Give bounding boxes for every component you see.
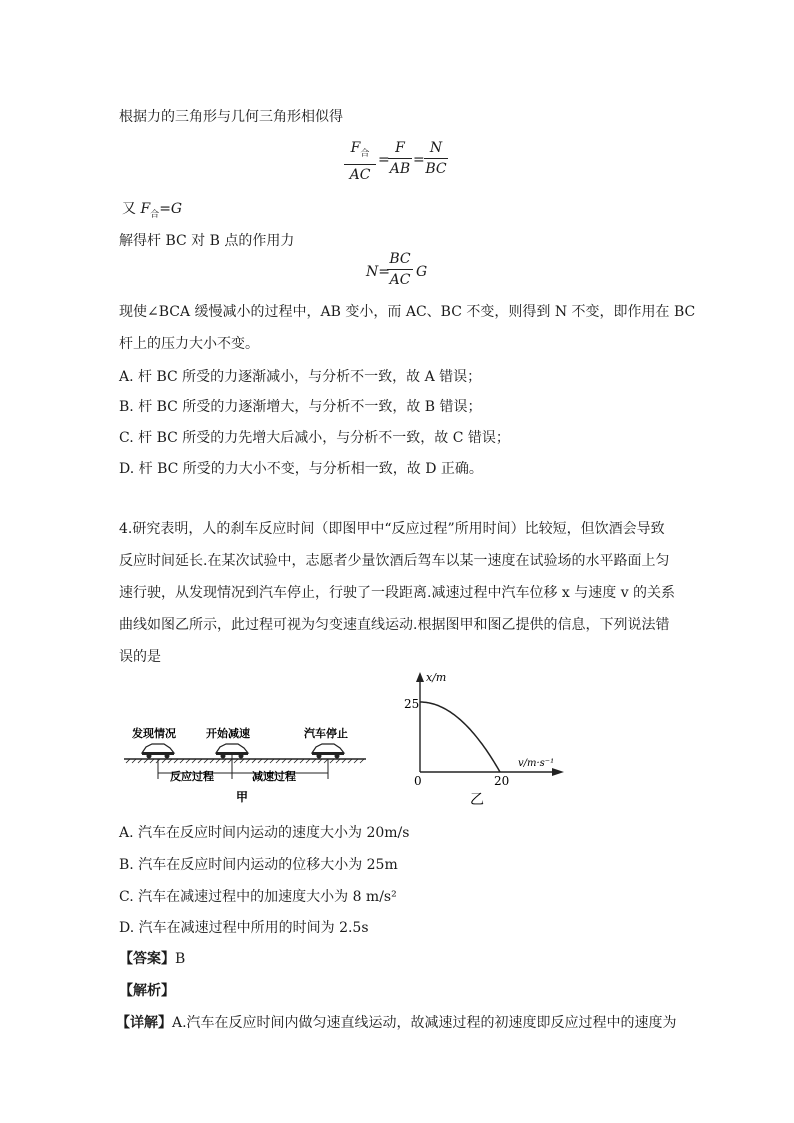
frac1-num-sub: 合 — [360, 149, 370, 159]
frac2-num: F — [395, 140, 405, 156]
label-found: 发现情况 — [132, 727, 176, 740]
frac1-num: F — [350, 140, 361, 156]
figure-yi — [400, 668, 570, 810]
y-tick-label: 25 — [404, 697, 420, 711]
y-axis-label: x/m — [426, 671, 447, 684]
also-sub: 合 — [150, 210, 160, 220]
label-decel: 减速过程 — [252, 770, 296, 783]
x-axis-arrow — [552, 768, 564, 776]
eq2-lhs: N= — [366, 264, 390, 280]
origin-label: 0 — [414, 774, 422, 788]
car-icon — [142, 744, 174, 759]
option-d: D. 汽车在减速过程中所用的时间为 2.5s — [119, 920, 369, 936]
prev-option-c: C. 杆 BC 所受的力先增大后减小，与分析不一致，故 C 错误； — [119, 430, 510, 446]
equals-sign-2: = — [413, 152, 425, 168]
label-react: 反应过程 — [170, 770, 214, 783]
para1-line2: 杆上的压力大小不变。 — [119, 336, 259, 352]
label-start: 开始减速 — [206, 727, 250, 740]
frac1-den: AC — [349, 167, 371, 183]
prev-option-d: D. 杆 BC 所受的力大小不变，与分析相一致，故 D 正确。 — [119, 461, 483, 477]
eq2-den: AC — [389, 272, 411, 288]
x-axis-label: v/m·s⁻¹ — [518, 758, 555, 769]
also-rest: =G — [159, 201, 183, 217]
x-tick-label: 20 — [494, 774, 510, 788]
solve-line: 解得杆 BC 对 B 点的作用力 — [119, 233, 295, 249]
also-line — [122, 198, 182, 220]
series-curve — [420, 702, 500, 772]
answer-line — [119, 948, 185, 968]
detail-text: A.汽车在反应时间内做匀速直线运动，故减速过程的初速度即反应过程中的速度为 — [172, 1015, 677, 1031]
answer-value: B — [175, 951, 186, 967]
also-prefix: 又 — [122, 201, 136, 217]
intro-text: 根据力的三角形与几何三角形相似得 — [119, 109, 343, 125]
q4-line-1: 4.研究表明，人的刹车反应时间（即图甲中“反应过程”所用时间）比较短，但饮酒会导致 — [119, 521, 665, 537]
analysis-label: 【解析】 — [119, 983, 175, 999]
caption-yi: 乙 — [470, 792, 484, 808]
caption-jia: 甲 — [236, 790, 249, 804]
frac3-den: BC — [425, 161, 447, 177]
prev-option-a: A. 杆 BC 所受的力逐渐减小，与分析不一致，故 A 错误； — [119, 369, 482, 385]
fraction-1 — [344, 139, 376, 184]
fraction-2 — [388, 139, 412, 178]
detail-label: 【详解】 — [116, 1015, 172, 1031]
equals-sign-1: = — [378, 152, 390, 168]
q4-line-3: 速行驶，从发现情况到汽车停止，行驶了一段距离.减速过程中汽车位移 x 与速度 v 的关系 — [119, 585, 676, 601]
option-a: A. 汽车在反应时间内运动的速度大小为 20m/s — [119, 825, 410, 841]
frac3-num: N — [429, 140, 443, 156]
q4-line-5: 误的是 — [119, 649, 161, 665]
eq2-num: BC — [389, 251, 411, 267]
y-axis-arrow — [416, 672, 424, 682]
answer-label: 【答案】 — [119, 951, 175, 967]
car-icon — [312, 744, 344, 759]
option-b: B. 汽车在反应时间内运动的位移大小为 25m — [119, 857, 398, 873]
label-stop: 汽车停止 — [304, 727, 348, 740]
prev-option-b: B. 杆 BC 所受的力逐渐增大，与分析不一致，故 B 错误； — [119, 399, 482, 415]
detail-line — [116, 1012, 677, 1032]
option-c: C. 汽车在减速过程中的加速度大小为 8 m/s² — [119, 889, 397, 905]
para1-line1: 现使∠BCA 缓慢减小的过程中，AB 变小，而 AC、BC 不变，则得到 N 不变，即作用在 BC — [119, 304, 696, 320]
also-F: F — [140, 201, 151, 217]
eq2-rhs: G — [416, 264, 428, 280]
frac2-den: AB — [389, 161, 411, 177]
figure-jia — [120, 715, 370, 810]
q4-line-2: 反应时间延长.在某次试验中，志愿者少量饮酒后驾车以某一速度在试验场的水平路面上匀 — [119, 553, 670, 569]
fraction-3 — [424, 139, 448, 178]
eq2-fraction — [387, 250, 413, 289]
q4-line-4: 曲线如图乙所示，此过程可视为匀变速直线运动.根据图甲和图乙提供的信息，下列说法错 — [119, 617, 670, 633]
